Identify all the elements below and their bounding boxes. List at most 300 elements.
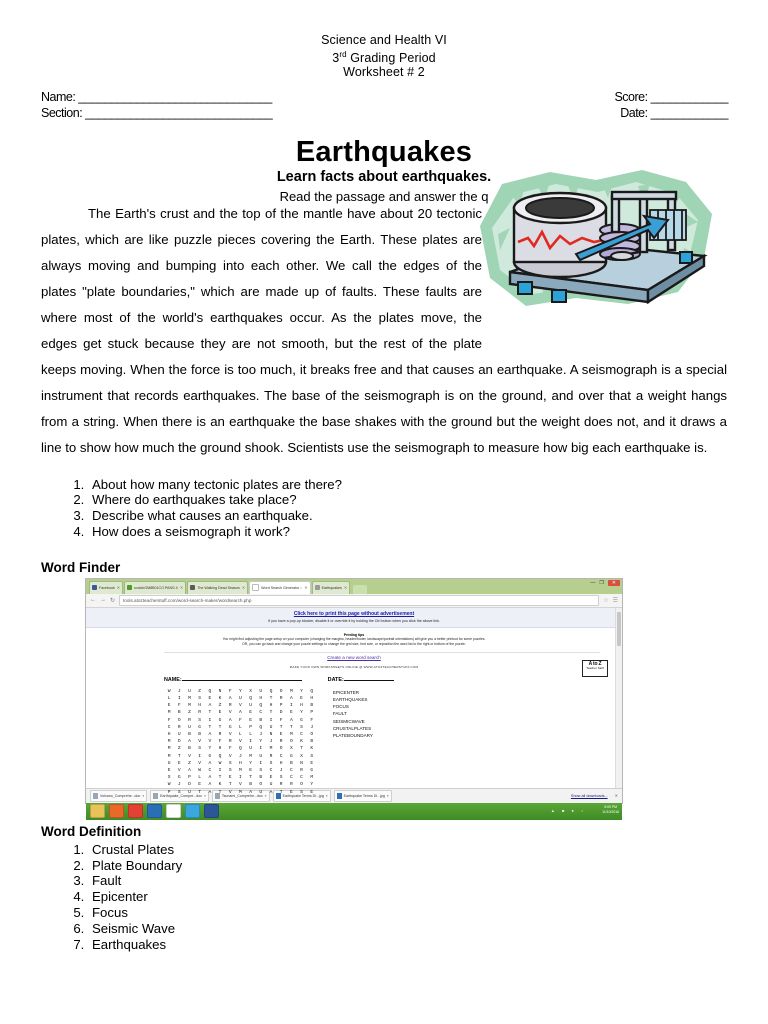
word-search-cell: R: [279, 696, 283, 702]
subject-line: Science and Health VI: [321, 33, 447, 47]
word-search-cell: G: [310, 768, 314, 774]
word-search-cell: T: [218, 724, 222, 730]
word-search-cell: Q: [310, 688, 314, 694]
word-search-cell: T: [269, 696, 273, 702]
browser-url-bar: [86, 594, 622, 608]
name-score-row: [41, 89, 728, 105]
word-search-cell: B: [177, 710, 181, 716]
definition-item: 2. Plate Boundary: [88, 858, 768, 874]
word-search-cell: F: [228, 688, 232, 694]
word-search-cell: J: [239, 753, 242, 759]
word-search-cell: V: [239, 739, 242, 745]
word-search-cell: Z: [188, 760, 191, 766]
word-search-cell: C: [289, 768, 293, 774]
word-search-cell: Y: [259, 739, 263, 745]
word-search-cell: M: [167, 710, 171, 716]
word-search-cell: R: [198, 710, 202, 716]
word-search-cell: B: [310, 703, 314, 709]
ordinal-suffix: rd: [339, 49, 347, 59]
word-search-cell: V: [198, 739, 202, 745]
section-field-label[interactable]: Section: _____________________________: [41, 105, 273, 120]
word-search-cell: R: [289, 782, 293, 788]
comprehension-questions: [0, 477, 768, 540]
word-search-cell: V: [188, 753, 191, 759]
word-search-cell: Y: [249, 760, 252, 766]
word-search-cell: B: [198, 732, 202, 738]
word-search-cell: U: [259, 688, 263, 694]
word-search-cell: Q: [249, 696, 252, 702]
puzzle-date-label: DATE:: [328, 677, 394, 683]
word-search-cell: S: [279, 775, 283, 781]
app-icon[interactable]: [166, 804, 181, 818]
printing-tips-line-2: OR, you can go back and change your puzzle settings to change the grid size, font size, or reposition the word list to the right or bottom of the puzzle.: [242, 642, 466, 647]
browser-tab-label: The Walking Dead Season: [197, 585, 240, 590]
word-search-cell: T: [269, 710, 273, 716]
word-search-cell: Y: [239, 688, 242, 694]
word-search-cell: O: [279, 688, 283, 694]
internet-explorer-icon[interactable]: [185, 804, 200, 818]
word-definition-heading: Word Definition: [41, 823, 142, 839]
word-finder-heading: Word Finder: [41, 559, 121, 575]
word-search-cell: S: [259, 768, 263, 774]
word-search-cell: M: [188, 696, 191, 702]
word-search-cell: V: [239, 703, 242, 709]
firefox-icon[interactable]: [109, 804, 124, 818]
word-search-cell: L: [198, 775, 202, 781]
word-search-cell: S: [228, 760, 232, 766]
puzzle-date-blank[interactable]: [344, 680, 394, 681]
word-search-cell: K: [310, 746, 314, 752]
word-search-cell: T: [208, 724, 212, 730]
page-divider: [164, 652, 600, 653]
word-search-cell: I: [218, 768, 222, 774]
browser-tab-label: Earthquakes: [321, 585, 342, 590]
word-search-cell: E: [289, 789, 293, 795]
word-search-cell: H: [259, 696, 263, 702]
word-search-cell: I: [269, 717, 273, 723]
word-search-cell: S: [310, 753, 314, 759]
question-item: 3. Describe what causes an earthquake.: [88, 508, 768, 524]
chevron-down-icon[interactable]: ▾: [142, 793, 145, 798]
scrollbar-thumb[interactable]: [617, 612, 621, 646]
word-search-cell: J: [269, 739, 273, 745]
word-search-cell: R: [279, 739, 283, 745]
word-search-cell: E: [228, 775, 232, 781]
question-item: 2. Where do earthquakes take place?: [88, 492, 768, 508]
word-search-cell: T: [300, 746, 303, 752]
browser-viewport: [86, 608, 622, 795]
word-search-cell: P: [249, 724, 252, 730]
word-search-cell: M: [269, 746, 273, 752]
chevron-down-icon[interactable]: ▾: [386, 793, 389, 798]
word-search-cell: B: [310, 739, 314, 745]
show-all-downloads-link[interactable]: Show all downloads...: [570, 793, 608, 798]
word-search-cell: L: [239, 732, 242, 738]
browser-tab-facebook[interactable]: [89, 581, 123, 594]
word-search-cell: X: [249, 688, 252, 694]
word-search-cell: X: [289, 746, 293, 752]
word-search-cell: D: [177, 739, 181, 745]
word-search-cell: B: [259, 775, 263, 781]
word-search-cell: R: [177, 724, 181, 730]
word-search-cell: G: [300, 717, 303, 723]
word-search-cell: A: [289, 696, 293, 702]
word-search-cell: V: [228, 710, 232, 716]
word-search-cell: H: [218, 746, 222, 752]
word-search-cell: S: [198, 746, 202, 752]
word-search-cell: J: [279, 768, 283, 774]
word-search-cell: K: [218, 696, 222, 702]
word-search-cell: W: [167, 782, 171, 788]
word-search-cell: I: [289, 703, 293, 709]
word-search-cell: M: [239, 768, 242, 774]
word-search-cell: C: [300, 732, 303, 738]
word-search-cell: E: [279, 732, 283, 738]
word-search-cell: A: [239, 710, 242, 716]
word-search-cell: H: [279, 760, 283, 766]
grading-period-line: 3rd Grading Period: [332, 49, 436, 65]
embedded-browser-screenshot: [85, 578, 623, 814]
word-search-cell: O: [177, 717, 181, 723]
logo-bottom-text: Teacher Stuff: [586, 665, 604, 670]
word-search-cell: S: [269, 760, 273, 766]
word-search-cell: T: [218, 775, 222, 781]
system-tray-icons[interactable]: ▲ ■ ● ♪: [550, 807, 586, 813]
word-list-item: EARTHQUAKES: [332, 697, 368, 703]
browser-tab-2[interactable]: [124, 581, 186, 594]
chevron-down-icon[interactable]: ▾: [264, 793, 267, 798]
chevron-down-icon[interactable]: ▾: [325, 793, 328, 798]
close-download-shelf-icon[interactable]: ✕: [614, 793, 618, 799]
worksheet-title-block: [0, 137, 768, 205]
word-search-cell: I: [249, 739, 252, 745]
new-tab-button[interactable]: [353, 585, 367, 594]
word-search-cell: E: [249, 768, 252, 774]
menu-icon[interactable]: ☰: [612, 597, 618, 604]
word-search-cell: R: [269, 753, 273, 759]
word-search-cell: F: [228, 746, 232, 752]
word-search-cell: C: [208, 768, 212, 774]
word-search-cell: A: [208, 789, 212, 795]
word-search-cell: T: [218, 789, 222, 795]
word-search-cell: E: [218, 710, 222, 716]
windows-taskbar: [86, 803, 622, 820]
word-search-cell: F: [310, 717, 314, 723]
word-search-cell: U: [269, 724, 273, 730]
reload-icon[interactable]: ↻: [110, 597, 116, 604]
browser-tab-label: svdcfcGM8B01CO.PANG.I/: [134, 585, 178, 590]
site-icon: [190, 585, 195, 590]
word-search-cell: P: [167, 789, 171, 795]
word-search-cell: E: [269, 775, 273, 781]
word-search-cell: M: [310, 775, 314, 781]
close-icon[interactable]: ✕: [241, 584, 246, 590]
word-search-cell: U: [239, 696, 242, 702]
word-search-cell: S: [228, 768, 232, 774]
word-search-cell: B: [289, 760, 293, 766]
word-search-cell: N: [218, 688, 222, 694]
create-new-word-search-link[interactable]: Create a new word search: [327, 654, 381, 660]
word-search-cell: P: [310, 710, 314, 716]
word-search-cell: O: [300, 782, 303, 788]
site-icon: [315, 585, 320, 590]
word-search-cell: H: [198, 703, 202, 709]
back-arrow-icon[interactable]: ←: [90, 597, 96, 604]
puzzle-name-date-row: [164, 677, 622, 683]
word-search-cell: E: [289, 710, 293, 716]
word-search-cell: A: [249, 789, 252, 795]
download-item[interactable]: [90, 790, 147, 802]
chrome-icon[interactable]: [128, 804, 143, 818]
word-search-cell: M: [239, 789, 242, 795]
definition-item: 7. Earthquakes: [88, 937, 768, 953]
download-item-label: Earthquake_Compre...doc: [160, 793, 203, 798]
puzzle-name-label: NAME:: [164, 677, 302, 683]
document-file-icon: [153, 793, 158, 799]
word-search-cell: A: [188, 768, 191, 774]
word-search-cell: E: [167, 768, 171, 774]
download-item-label: Tsunami_Comprehe...doc: [221, 793, 263, 798]
word-icon[interactable]: [204, 804, 219, 818]
definition-item: 6. Seismic Wave: [88, 921, 768, 937]
photoshop-icon[interactable]: [147, 804, 162, 818]
word-search-cell: F: [177, 703, 181, 709]
word-search-cell: M: [289, 732, 293, 738]
word-search-cell: J: [177, 688, 181, 694]
word-search-cell: Y: [310, 782, 314, 788]
print-without-ads-link[interactable]: Click here to print this page without advertisement: [293, 610, 415, 617]
word-search-cell: T: [279, 724, 283, 730]
word-search-cell: U: [177, 732, 181, 738]
word-search-cell: X: [300, 753, 303, 759]
word-search-cell: T: [208, 710, 212, 716]
worksheet-number-line: Worksheet # 2: [343, 65, 425, 80]
word-search-cell: A: [228, 696, 232, 702]
word-search-cell: I: [259, 746, 263, 752]
browser-tab-earthquakes[interactable]: [312, 581, 351, 594]
word-search-cell: E: [310, 760, 314, 766]
site-icon: [252, 584, 259, 591]
close-icon[interactable]: ✕: [343, 584, 348, 590]
word-search-cell: N: [269, 732, 273, 738]
printing-tips-line-1: You might find adjusting the page setup on your computer (changing the margins, header/footer, landscape/portrait orientations) will give you a better printout for some puzzles.: [222, 636, 486, 641]
word-list-item: EPICENTER: [332, 689, 360, 695]
word-search-cell: T: [228, 782, 232, 788]
word-search-cell: F: [279, 717, 283, 723]
word-search-cell: C: [300, 775, 303, 781]
word-search-cell: T: [289, 724, 293, 730]
forward-arrow-icon[interactable]: →: [100, 597, 106, 604]
word-search-cell: R: [188, 717, 191, 723]
vertical-scrollbar[interactable]: [615, 608, 622, 788]
site-credit-line: MAKE YOUR OWN WORKSHEETS ONLINE @ WWW.ATOZTEACHERSTUFF.COM: [289, 664, 419, 669]
word-search-cell: U: [249, 703, 252, 709]
word-search-cell: H: [239, 760, 242, 766]
word-search-cell: V: [239, 782, 242, 788]
word-search-cell: Z: [218, 703, 222, 709]
word-search-cell: S: [167, 775, 171, 781]
passage-body: and the top of the mantle have about 20 tectonic plates, which are like puzzle pieces covering the Earth. These plates are always moving and bumping into each other. We call the edges of the plates "plate boundaries," which are made up of faults. These faults are where most of the world's earthquakes occur. As the plates move, the edges get stuck because they are not smooth, but the rest of the plate keeps moving. When the force is too much, it breaks free and that causes an earthquake. A seismograph is a special instrument that records earthquakes. The base of the seismograph is on the ground, and over that a weight hangs from a string. When there is an earthquake the base shakes with the ground but the weight does not, and it draws a line to show how much the ground shook. Scientists use the seismograph to measure how big each earthquake is.: [41, 205, 727, 455]
logo-top-text: A to Z: [588, 660, 602, 667]
word-search-cell: Q: [239, 746, 242, 752]
word-search-cell: E: [300, 696, 303, 702]
word-search-cell: R: [279, 782, 283, 788]
word-search-cell: Z: [198, 688, 202, 694]
word-search-cell: H: [269, 703, 273, 709]
word-search-cell: D: [188, 782, 191, 788]
word-search-cell: A: [228, 717, 232, 723]
download-item-label: Earthquake Terms Di...jpg: [343, 793, 385, 798]
student-id-block: [0, 89, 768, 121]
page-title: Earthquakes: [295, 135, 473, 168]
word-search-cell: A: [208, 732, 212, 738]
word-list-item: CRUSTALPLATES: [332, 725, 372, 731]
word-search-cell: O: [279, 746, 283, 752]
word-search-cell: I: [177, 696, 181, 702]
word-search-cell: G: [198, 724, 202, 730]
word-search-word-list: [333, 688, 373, 796]
address-input[interactable]: tools.atozteacherstuff.com/word-search-maker/wordsearch.php: [119, 595, 599, 606]
word-search-cell: U: [259, 753, 263, 759]
word-search-cell: M: [188, 703, 191, 709]
word-search-cell: S: [198, 696, 202, 702]
word-search-grid: [164, 688, 317, 796]
word-search-cell: G: [177, 775, 181, 781]
date-field-label[interactable]: Date: ____________: [620, 105, 728, 120]
word-search-cell: S: [300, 724, 303, 730]
word-search-cell: K: [218, 782, 222, 788]
section-date-row: [41, 105, 728, 121]
word-search-cell: G: [208, 753, 212, 759]
word-search-cell: A: [208, 775, 212, 781]
clock-time: 6:05 PM: [604, 804, 617, 809]
word-search-cell: C: [289, 775, 293, 781]
word-search-cell: O: [310, 732, 314, 738]
word-search-cell: A: [208, 703, 212, 709]
word-search-cell: A: [208, 782, 212, 788]
word-search-cell: F: [239, 717, 242, 723]
browser-tab-label: Word Search Generator ::: [261, 585, 303, 590]
bookmark-star-icon[interactable]: ☆: [603, 597, 609, 604]
word-search-cell: R: [300, 768, 303, 774]
word-search-cell: Y: [300, 688, 303, 694]
word-search-cell: I: [208, 717, 212, 723]
document-file-icon: [93, 793, 98, 799]
word-search-cell: B: [188, 732, 191, 738]
word-search-cell: E: [249, 710, 252, 716]
definition-item: 3. Fault: [88, 873, 768, 889]
close-icon[interactable]: ✕: [304, 584, 308, 590]
document-heading: [0, 0, 768, 80]
word-list-item: PLATEBOUNDARY: [332, 733, 373, 739]
word-search-cell: C: [269, 768, 273, 774]
word-search-cell: F: [218, 739, 222, 745]
word-search-cell: O: [259, 782, 263, 788]
word-search-cell: I: [239, 775, 242, 781]
popup-blocker-note: If you have a pop-up blocker, disable it or override it by holding the Ctrl button when you click the above link.: [268, 618, 440, 623]
word-search-cell: R: [218, 732, 222, 738]
browser-tab-3[interactable]: [187, 581, 248, 594]
score-field-label[interactable]: Score: ____________: [614, 89, 728, 104]
word-search-cell: A: [269, 789, 273, 795]
word-search-cell: V: [208, 739, 212, 745]
word-search-cell: U: [249, 746, 252, 752]
word-search-cell: W: [218, 760, 222, 766]
question-item: 1. About how many tectonic plates are there?: [88, 477, 768, 493]
word-search-cell: E: [208, 696, 212, 702]
printing-tips-title: Printing tips: [343, 632, 365, 637]
word-search-cell: S: [300, 789, 303, 795]
word-search-cell: P: [279, 703, 283, 709]
word-search-cell: E: [310, 789, 314, 795]
word-search-cell: S: [198, 717, 202, 723]
word-search-cell: V: [228, 789, 232, 795]
close-icon[interactable]: ✕: [116, 584, 121, 590]
chevron-down-icon[interactable]: ▾: [204, 793, 206, 798]
minimize-icon[interactable]: —: [590, 579, 596, 586]
word-search-cell: S: [177, 789, 181, 795]
ad-free-print-notice: [86, 608, 622, 628]
word-search-cell: U: [188, 724, 191, 730]
word-list-item: FAULT: [332, 711, 347, 717]
word-search-cell: T: [249, 775, 252, 781]
passage-lead: The Earth's crust: [88, 205, 189, 221]
word-search-cell: O: [289, 739, 293, 745]
browser-tab-strip: [86, 579, 622, 594]
taskbar-clock[interactable]: [602, 805, 619, 815]
word-search-cell: L: [167, 696, 171, 702]
word-search-cell: M: [167, 739, 171, 745]
word-search-cell: I: [259, 760, 263, 766]
definition-item: 4. Epicenter: [88, 889, 768, 905]
word-search-cell: F: [167, 717, 171, 723]
word-search-cell: A: [188, 739, 191, 745]
file-explorer-icon[interactable]: [90, 804, 105, 818]
word-search-cell: V: [198, 760, 202, 766]
word-search-cell: B: [249, 782, 252, 788]
word-search-cell: A: [208, 760, 212, 766]
close-window-icon[interactable]: ✕: [608, 580, 620, 586]
word-search-cell: M: [167, 746, 171, 752]
word-search-cell: Q: [259, 703, 263, 709]
maximize-icon[interactable]: ❐: [599, 579, 604, 586]
word-search-cell: D: [279, 710, 283, 716]
word-search-cell: N: [300, 760, 303, 766]
word-search-cell: U: [188, 688, 191, 694]
word-search-cell: U: [259, 789, 263, 795]
word-search-cell: T: [177, 753, 181, 759]
clock-date: 11/10/2016: [602, 809, 619, 814]
page-subtitle: Learn facts about earthquakes.: [276, 168, 492, 185]
word-search-cell: M: [289, 688, 293, 694]
browser-tab-word-search-generator[interactable]: [249, 581, 310, 594]
word-search-cell: G: [218, 717, 222, 723]
word-search-cell: C: [167, 724, 171, 730]
word-search-cell: V: [228, 753, 232, 759]
word-search-cell: U: [188, 789, 191, 795]
word-search-cell: M: [249, 753, 252, 759]
word-search-cell: V: [177, 768, 181, 774]
puzzle-name-blank[interactable]: [182, 680, 302, 681]
word-search-cell: H: [167, 732, 171, 738]
close-icon[interactable]: ✕: [179, 584, 184, 590]
word-search-cell: Y: [208, 746, 212, 752]
word-definition-list: [0, 842, 768, 953]
name-field-label[interactable]: Name: ______________________________: [41, 89, 272, 104]
word-search-cell: Q: [208, 688, 212, 694]
word-search-cell: L: [239, 724, 242, 730]
word-list-item: FOCUS: [332, 704, 349, 710]
